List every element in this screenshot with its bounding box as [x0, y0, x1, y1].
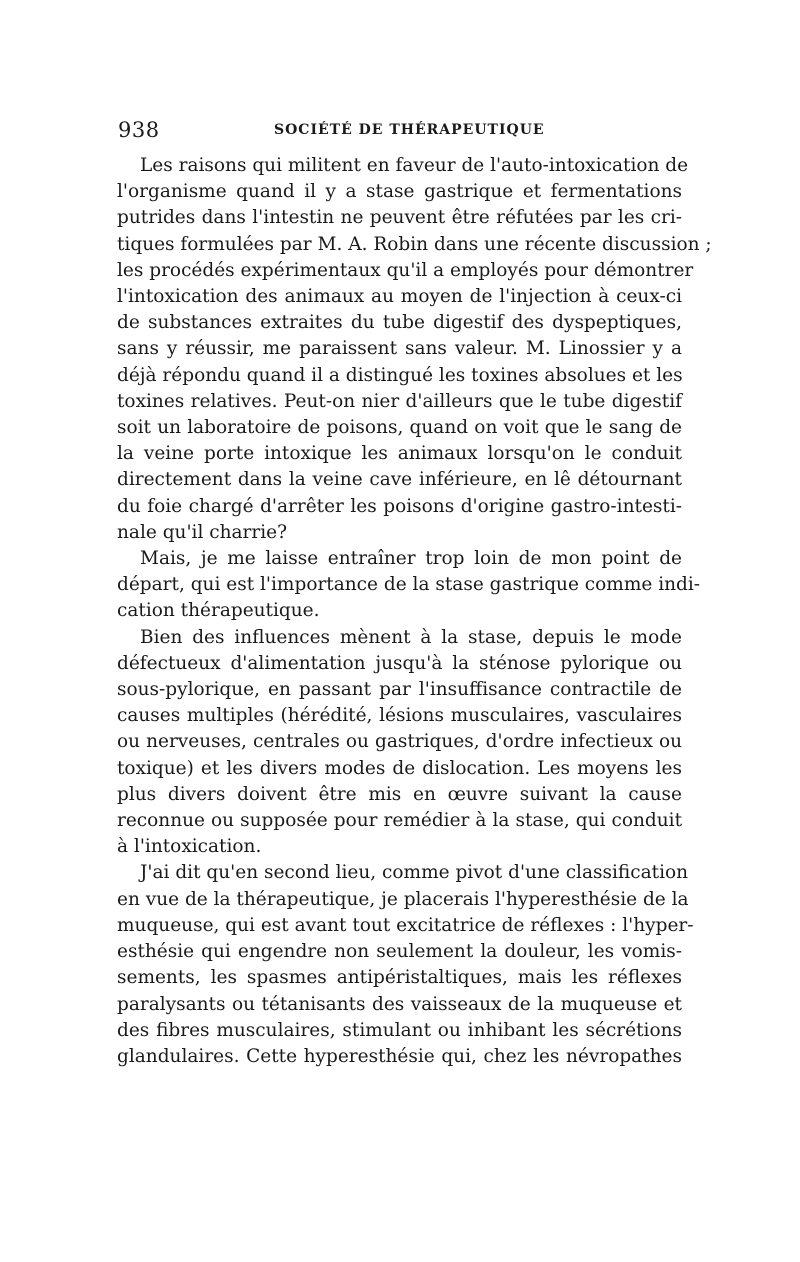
text-line: du foie chargé d'arrêter les poisons d'origine gastro-intesti-: [117, 495, 682, 517]
text-line: l'organisme quand il y a stase gastrique et fermentations: [117, 181, 682, 203]
text-line: nale qu'il charrie?: [117, 521, 288, 543]
text-line: sous-pylorique, en passant par l'insuffisance contractile de: [117, 679, 682, 701]
text-line: tiques formulées par M. A. Robin dans une récente discussion ;: [117, 233, 712, 255]
text-line: directement dans la veine cave inférieure, en lê détournant: [117, 469, 682, 491]
text-line: ou nerveuses, centrales ou gastriques, d'ordre infectieux ou: [117, 731, 682, 753]
text-line: Mais, je me laisse entraîner trop loin de mon point de: [140, 548, 682, 570]
paragraph-2: [117, 546, 701, 625]
text-line: Bien des influences mènent à la stase, depuis le mode: [140, 626, 682, 648]
text-line: esthésie qui engendre non seulement la douleur, les vomis-: [117, 941, 682, 963]
text-line: des fibres musculaires, stimulant ou inhibant les sécrétions: [117, 1019, 682, 1041]
text-line: défectueux d'alimentation jusqu'à la sténose pylorique ou: [117, 652, 682, 674]
text-line: muqueuse, qui est avant tout excitatrice de réflexes : l'hyper-: [117, 914, 694, 936]
text-line: reconnue ou supposée pour remédier à la stase, qui conduit: [117, 810, 682, 832]
text-line: départ, qui est l'importance de la stase gastrique comme indi-: [117, 574, 701, 596]
page-number: 938: [118, 118, 160, 142]
paragraph-3: [117, 625, 682, 861]
text-line: sements, les spasmes antipéristaltiques, mais les réflexes: [117, 967, 682, 989]
text-line: Les raisons qui militent en faveur de l'auto-intoxication de: [140, 155, 689, 176]
body-text: [117, 153, 712, 1070]
text-line: J'ai dit qu'en second lieu, comme pivot d'une classification: [140, 862, 689, 884]
text-line: plus divers doivent être mis en œuvre suivant la cause: [117, 783, 682, 805]
text-line: déjà répondu quand il a distingué les toxines absolues et les: [117, 364, 683, 386]
text-line: soit un laboratoire de poisons, quand on voit que le sang de: [117, 417, 682, 439]
paragraph-1: [117, 153, 712, 546]
text-line: de substances extraites du tube digestif des dyspeptiques,: [117, 312, 682, 334]
text-line: paralysants ou tétanisants des vaisseaux de la muqueuse et: [117, 993, 682, 1015]
text-line: à l'intoxication.: [117, 836, 262, 858]
text-line: sans y réussir, me paraissent sans valeur. M. Linossier y a: [117, 338, 682, 360]
text-line: la veine porte intoxique les animaux lorsqu'on le conduit: [117, 443, 682, 465]
page-header: [118, 118, 683, 142]
text-line: putrides dans l'intestin ne peuvent être réfutées par les cri-: [117, 207, 682, 229]
running-title: SOCIÉTÉ DE THÉRAPEUTIQUE: [274, 122, 545, 138]
text-line: cation thérapeutique.: [117, 600, 320, 622]
text-line: toxique) et les divers modes de dislocation. Les moyens les: [117, 757, 682, 779]
text-line: l'intoxication des animaux au moyen de l'injection à ceux-ci: [117, 286, 682, 308]
paragraph-4: [117, 860, 694, 1070]
text-line: toxines relatives. Peut-on nier d'ailleurs que le tube digestif: [117, 390, 682, 412]
text-line: les procédés expérimentaux qu'il a employés pour démontrer: [117, 259, 694, 281]
text-line: en vue de la thérapeutique, je placerais l'hyperesthésie de la: [117, 888, 689, 910]
text-line: causes multiples (hérédité, lésions musculaires, vasculaires: [117, 705, 682, 727]
text-line: glandulaires. Cette hyperesthésie qui, chez les névropathes: [117, 1045, 682, 1067]
